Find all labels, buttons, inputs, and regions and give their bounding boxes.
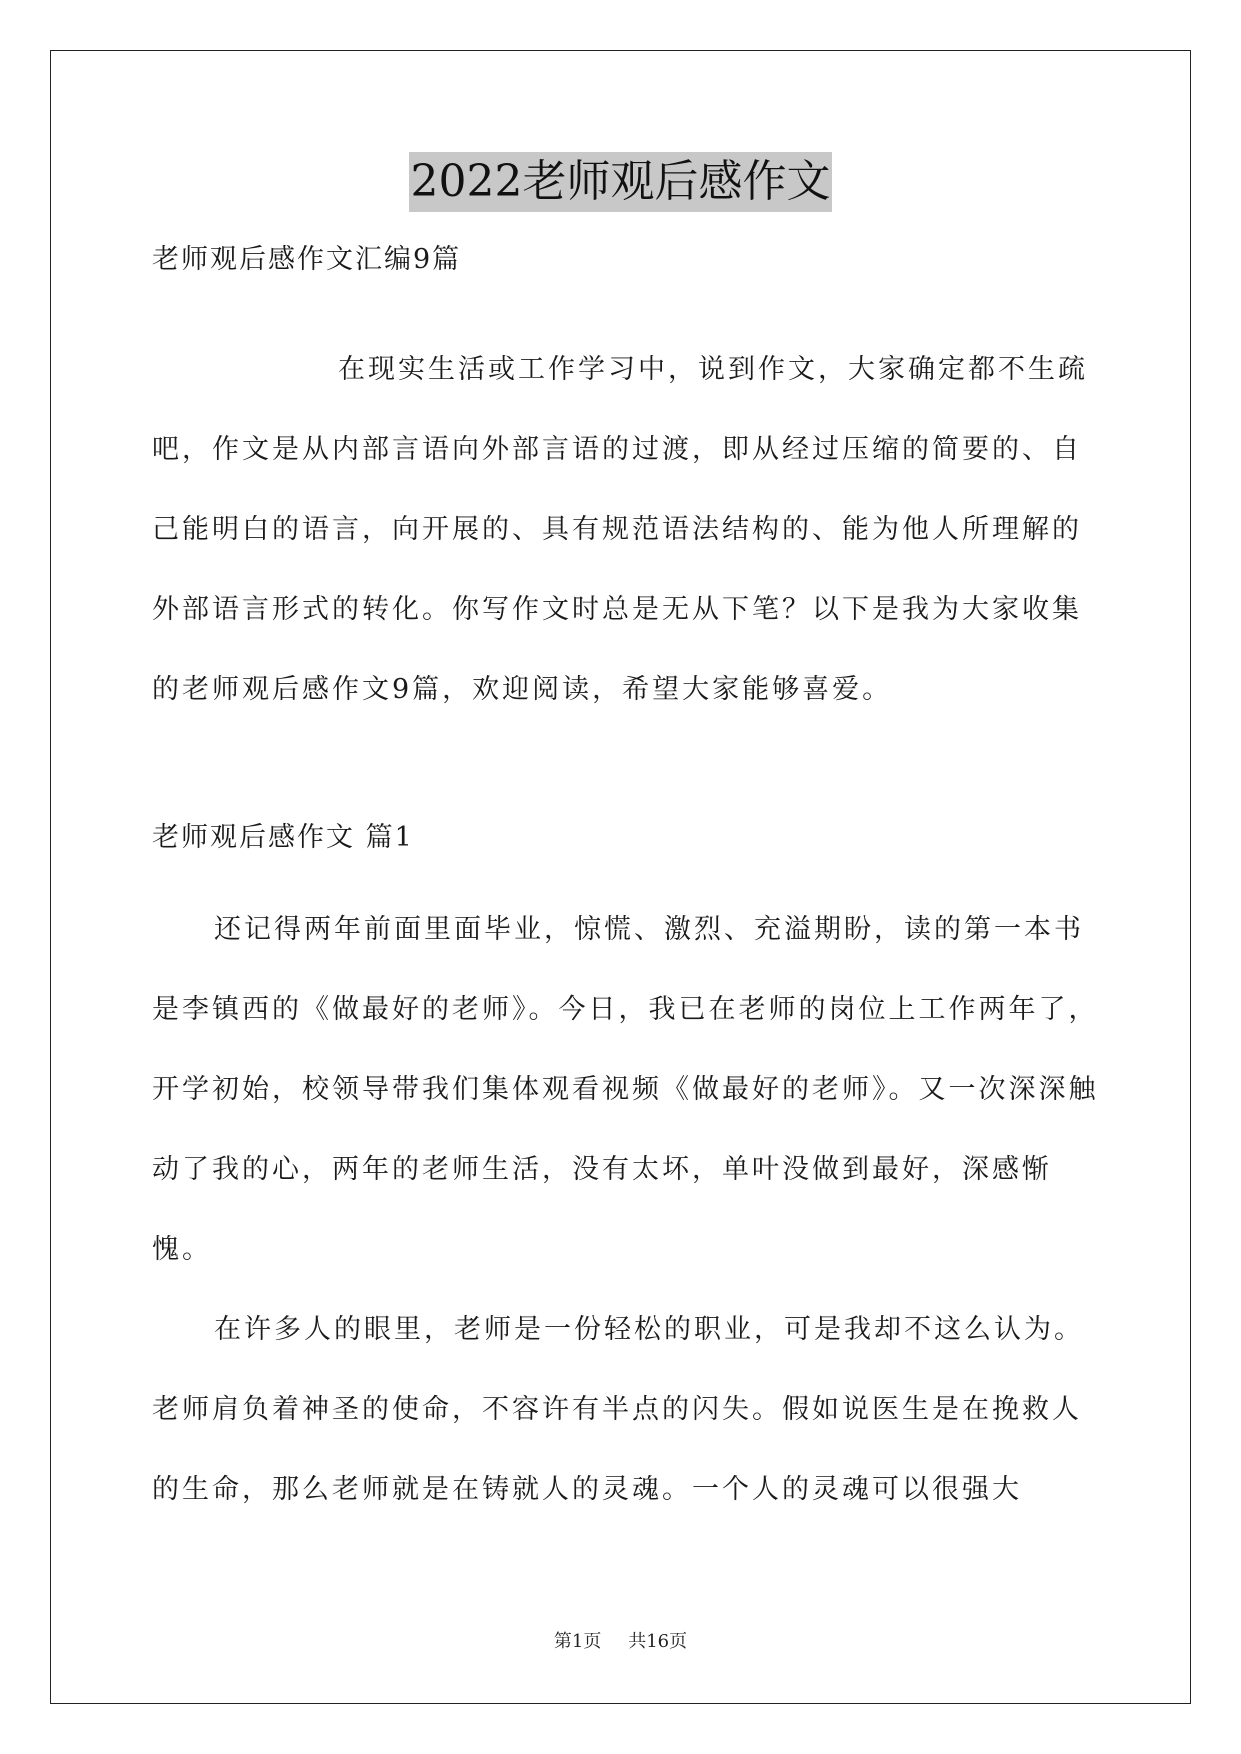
page-number: 第1页 xyxy=(553,1631,602,1652)
document-title: 2022老师观后感作文 xyxy=(409,152,833,212)
document-body xyxy=(152,232,1100,1530)
document-subtitle: 老师观后感作文汇编9篇 xyxy=(152,244,462,275)
body-paragraph: 在许多人的眼里，老师是一份轻松的职业，可是我却不这么认为。老师肩负着神圣的使命，不容许有半点的闪失。假如说医生是在挽救人的生命，那么老师就是在铸就人的灵魂。一个人的灵魂可以很强大 xyxy=(152,1314,1084,1505)
section-heading: 老师观后感作文 篇1 xyxy=(152,822,414,853)
title-container xyxy=(0,152,1241,212)
page-total: 共16页 xyxy=(628,1631,688,1652)
body-paragraph: 还记得两年前面里面毕业，惊慌、激烈、充溢期盼，读的第一本书是李镇西的《做最好的老师》。今日，我已在老师的岗位上工作两年了，开学初始，校领导带我们集体观看视频《做最好的老师》。又一次深深触动了我的心，两年的老师生活，没有太坏，单叶没做到最好，深感惭愧。 xyxy=(152,914,1099,1265)
page-footer xyxy=(0,1630,1241,1654)
intro-paragraph: 在现实生活或工作学习中，说到作文，大家确定都不生疏吧，作文是从内部言语向外部言语的过渡，即从经过压缩的简要的、自己能明白的语言，向开展的、具有规范语法结构的、能为他人所理解的外部语言形式的转化。你写作文时总是无从下笔？以下是我为大家收集的老师观后感作文9篇，欢迎阅读，希望大家能够喜爱。 xyxy=(152,354,1088,705)
